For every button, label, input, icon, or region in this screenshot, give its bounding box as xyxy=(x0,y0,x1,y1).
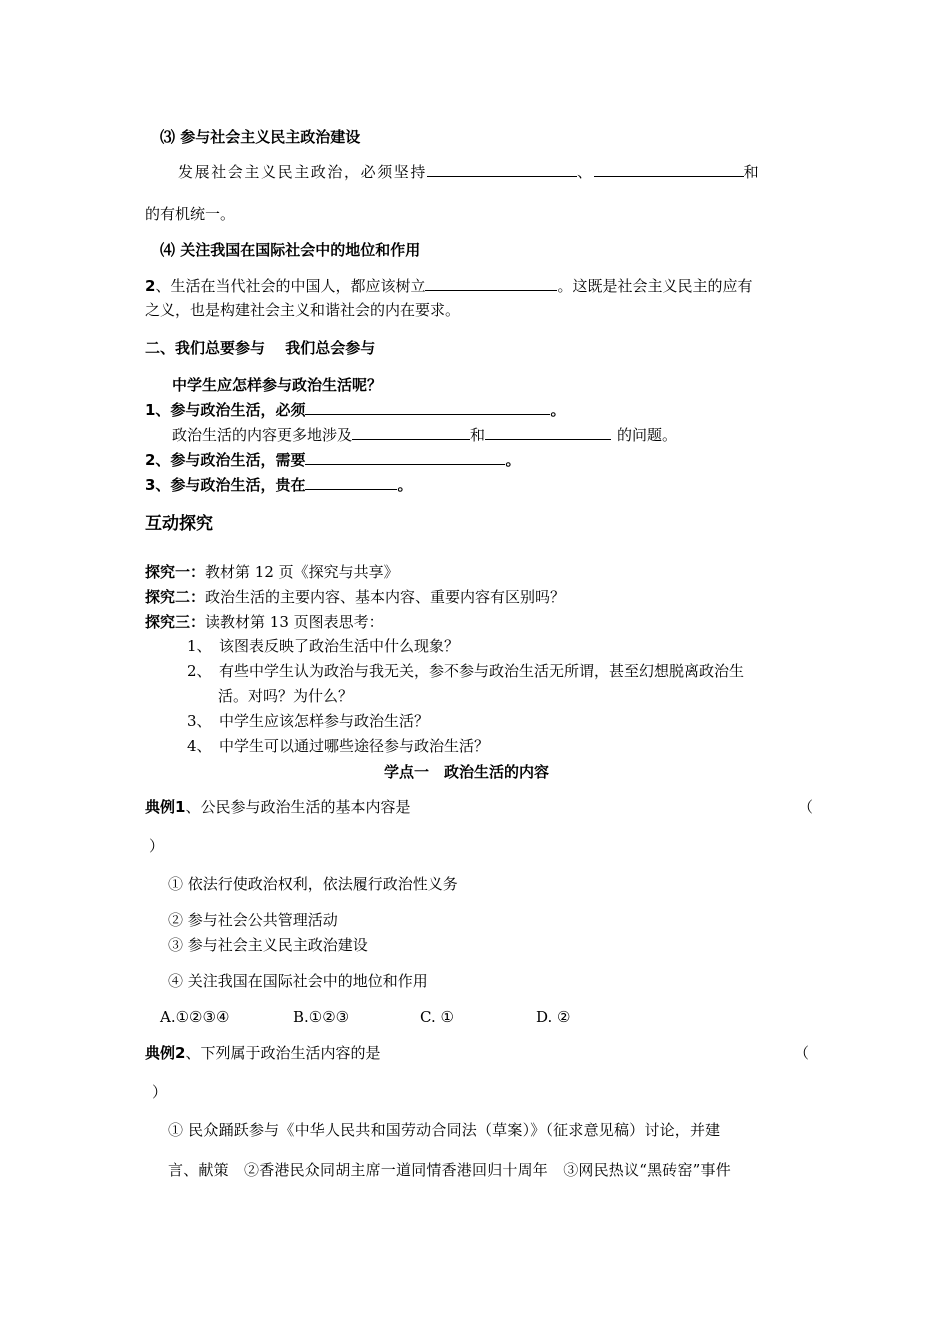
inquiry-text: 读教材第 13 页图表思考： xyxy=(205,613,384,631)
period: 。 xyxy=(397,476,413,494)
period: 。 xyxy=(505,451,521,469)
answer-paren-close: ） xyxy=(152,1083,168,1101)
answer-paren-open[interactable]: （ xyxy=(794,1044,810,1062)
inquiry-label: 探究二： xyxy=(145,588,206,606)
option-3: ③ 参与社会主义民主政治建设 xyxy=(168,936,368,954)
point-2-line-a xyxy=(145,276,752,296)
example-text: 、公民参与政治生活的基本内容是 xyxy=(185,798,411,816)
example-2-stem xyxy=(145,1043,380,1063)
item-1-sub-end: 的问题。 xyxy=(617,426,678,444)
example-2-option-line-2: 言、献策 ②香港民众同胡主席一道同情香港回归十周年 ③网民热议“黑砖窑”事件 xyxy=(168,1161,731,1179)
option-1: ① 依法行使政治权利，依法履行政治性义务 xyxy=(168,875,458,893)
section-2-title: 二、我们总要参与 我们总会参与 xyxy=(145,339,376,357)
point-2-text-b: 。这既是社会主义民主的应有 xyxy=(557,277,753,295)
inquiry-3 xyxy=(145,612,384,632)
point-2-text: 、生活在当代社会的中国人，都应该树立 xyxy=(155,277,426,295)
inquiry-text: 教材第 12 页《探究与共享》 xyxy=(205,563,399,581)
question-2-line-a: 2、 有些中学生认为政治与我无关，参不参与政治生活无所谓，甚至幻想脱离政治生 xyxy=(187,662,745,680)
section-3-text: 发展社会主义民主政治，必须坚持 xyxy=(178,163,428,181)
interactive-inquiry-title: 互动探究 xyxy=(145,514,213,534)
separator: 、 xyxy=(577,163,594,181)
example-text: 、下列属于政治生活内容的是 xyxy=(185,1044,381,1062)
example-number: 2 xyxy=(175,1044,186,1062)
question-4: 4、 中学生可以通过哪些途径参与政治生活？ xyxy=(187,737,490,755)
inquiry-2 xyxy=(145,587,565,607)
section-2-question: 中学生应怎样参与政治生活呢？ xyxy=(172,376,383,394)
question-2-line-b: 活。对吗？为什么？ xyxy=(218,687,354,705)
study-point-title: 学点一 政治生活的内容 xyxy=(384,763,550,781)
fill-blank[interactable] xyxy=(305,475,397,490)
fill-blank[interactable] xyxy=(427,162,577,177)
example-label: 典例 xyxy=(145,798,176,816)
point-2-line-c: 之义，也是构建社会主义和谐社会的内在要求。 xyxy=(145,301,461,319)
example-label: 典例 xyxy=(145,1044,176,1062)
item-2-text: 2、参与政治生活，需要 xyxy=(145,451,306,469)
period: 。 xyxy=(550,401,566,419)
choice-a[interactable]: A.①②③④ xyxy=(160,1008,230,1026)
fill-blank[interactable] xyxy=(352,425,470,440)
example-1-stem xyxy=(145,797,410,817)
choice-b[interactable]: B.①②③ xyxy=(293,1008,350,1026)
connector-and: 和 xyxy=(470,426,486,444)
answer-paren-close: ） xyxy=(149,837,165,855)
section-3-title: ⑶ 参与社会主义民主政治建设 xyxy=(160,128,361,146)
example-number: 1 xyxy=(175,798,186,816)
example-2-option-line-1: ① 民众踊跃参与《中华人民共和国劳动合同法（草案）》（征求意见稿）讨论，并建 xyxy=(168,1121,721,1139)
item-2 xyxy=(145,450,520,470)
option-2: ② 参与社会公共管理活动 xyxy=(168,911,338,929)
section-4-title: ⑷ 关注我国在国际社会中的地位和作用 xyxy=(160,241,421,259)
fill-blank[interactable] xyxy=(305,400,550,415)
question-3: 3、 中学生应该怎样参与政治生活？ xyxy=(187,712,430,730)
item-1-text: 1、参与政治生活，必须 xyxy=(145,401,306,419)
item-1-sub xyxy=(172,425,677,445)
point-number: 2 xyxy=(145,277,156,295)
question-1: 1、 该图表反映了政治生活中什么现象？ xyxy=(187,637,460,655)
section-3-line-a xyxy=(178,162,760,182)
answer-paren-open[interactable]: （ xyxy=(798,798,814,816)
option-4: ④ 关注我国在国际社会中的地位和作用 xyxy=(168,972,428,990)
choice-c[interactable]: C. ① xyxy=(420,1008,454,1026)
fill-blank[interactable] xyxy=(425,276,557,291)
inquiry-label: 探究一： xyxy=(145,563,206,581)
inquiry-1 xyxy=(145,562,399,582)
item-3 xyxy=(145,475,412,495)
fill-blank[interactable] xyxy=(485,425,611,440)
inquiry-label: 探究三： xyxy=(145,613,206,631)
section-3-line-b: 的有机统一。 xyxy=(145,205,236,223)
choice-d[interactable]: D. ② xyxy=(536,1008,571,1026)
item-3-text: 3、参与政治生活，贵在 xyxy=(145,476,306,494)
item-1 xyxy=(145,400,565,420)
item-1-sub-text: 政治生活的内容更多地涉及 xyxy=(172,426,353,444)
fill-blank[interactable] xyxy=(594,162,744,177)
connector-and: 和 xyxy=(743,163,761,181)
fill-blank[interactable] xyxy=(305,450,505,465)
inquiry-text: 政治生活的主要内容、基本内容、重要内容有区别吗？ xyxy=(205,588,566,606)
